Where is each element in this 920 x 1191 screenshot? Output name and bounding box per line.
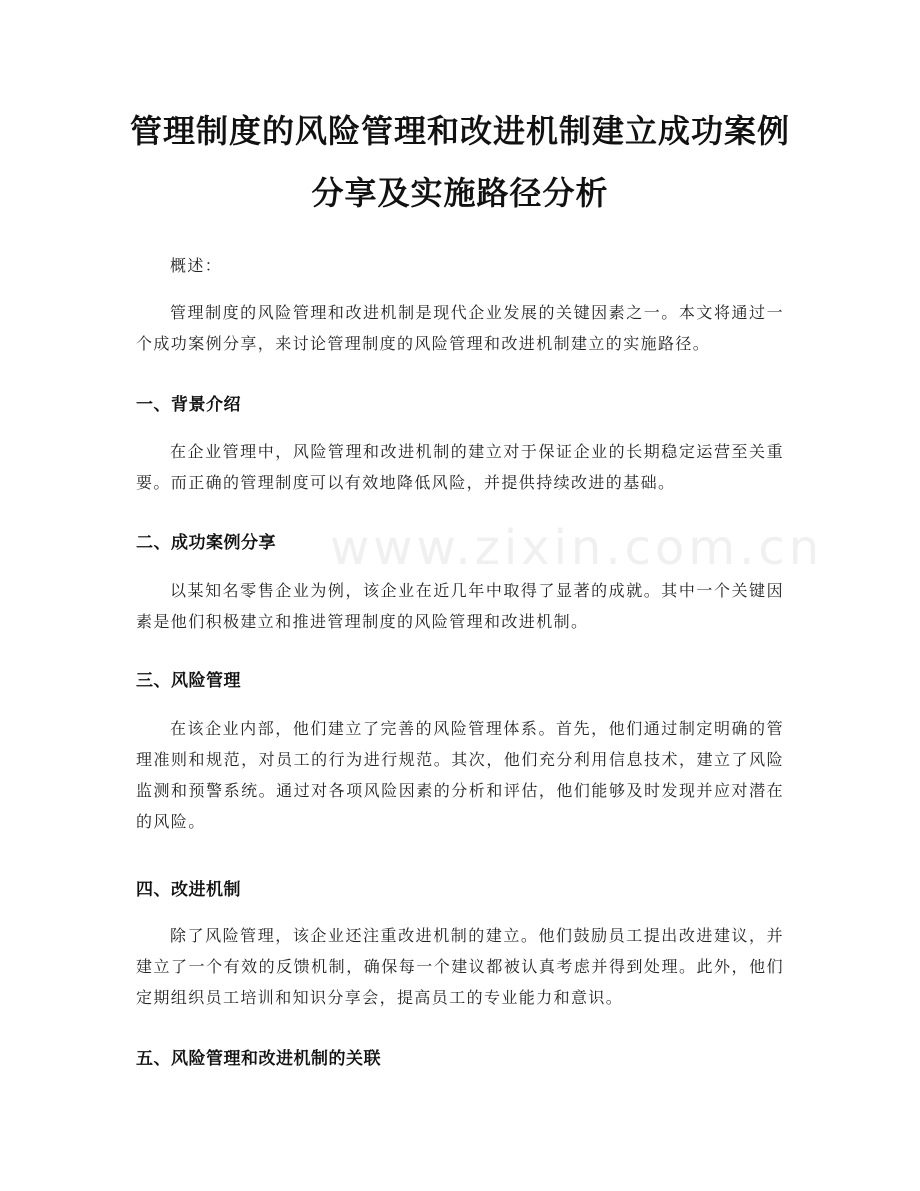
overview-paragraph: 管理制度的风险管理和改进机制是现代企业发展的关键因素之一。本文将通过一个成功案例分享，来讨论管理制度的风险管理和改进机制建立的实施路径。 (136, 303, 784, 353)
section-paragraph-background: 在企业管理中，风险管理和改进机制的建立对于保证企业的长期稳定运营至关重要。而正确的管理制度可以有效地降低风险，并提供持续改进的基础。 (136, 442, 784, 492)
overview-label: 概述： (170, 256, 223, 275)
section-heading-relation: 五、风险管理和改进机制的关联 (136, 1049, 381, 1069)
section-heading-risk: 三、风险管理 (136, 671, 241, 691)
section-heading-improvement: 四、改进机制 (136, 880, 241, 900)
section-heading-case: 二、成功案例分享 (136, 533, 276, 553)
watermark: www.zixin.com.cn (330, 520, 824, 576)
section-paragraph-case: 以某知名零售企业为例，该企业在近几年中取得了显著的成就。其中一个关键因素是他们积极建立和推进管理制度的风险管理和改进机制。 (136, 581, 784, 631)
section-heading-background: 一、背景介绍 (136, 395, 241, 415)
document-title: 管理制度的风险管理和改进机制建立成功案例分享及实施路径分析 (129, 112, 790, 212)
section-paragraph-improvement: 除了风险管理，该企业还注重改进机制的建立。他们鼓励员工提出改进建议，并建立了一个有效的反馈机制，确保每一个建议都被认真考虑并得到处理。此外，他们定期组织员工培训和知识分享会，提高员工的专业能力和意识。 (136, 926, 784, 1007)
section-paragraph-risk: 在该企业内部，他们建立了完善的风险管理体系。首先，他们通过制定明确的管理准则和规范，对员工的行为进行规范。其次，他们充分利用信息技术，建立了风险监测和预警系统。通过对各项风险因素的分析和评估，他们能够及时发现并应对潜在的风险。 (136, 719, 784, 831)
